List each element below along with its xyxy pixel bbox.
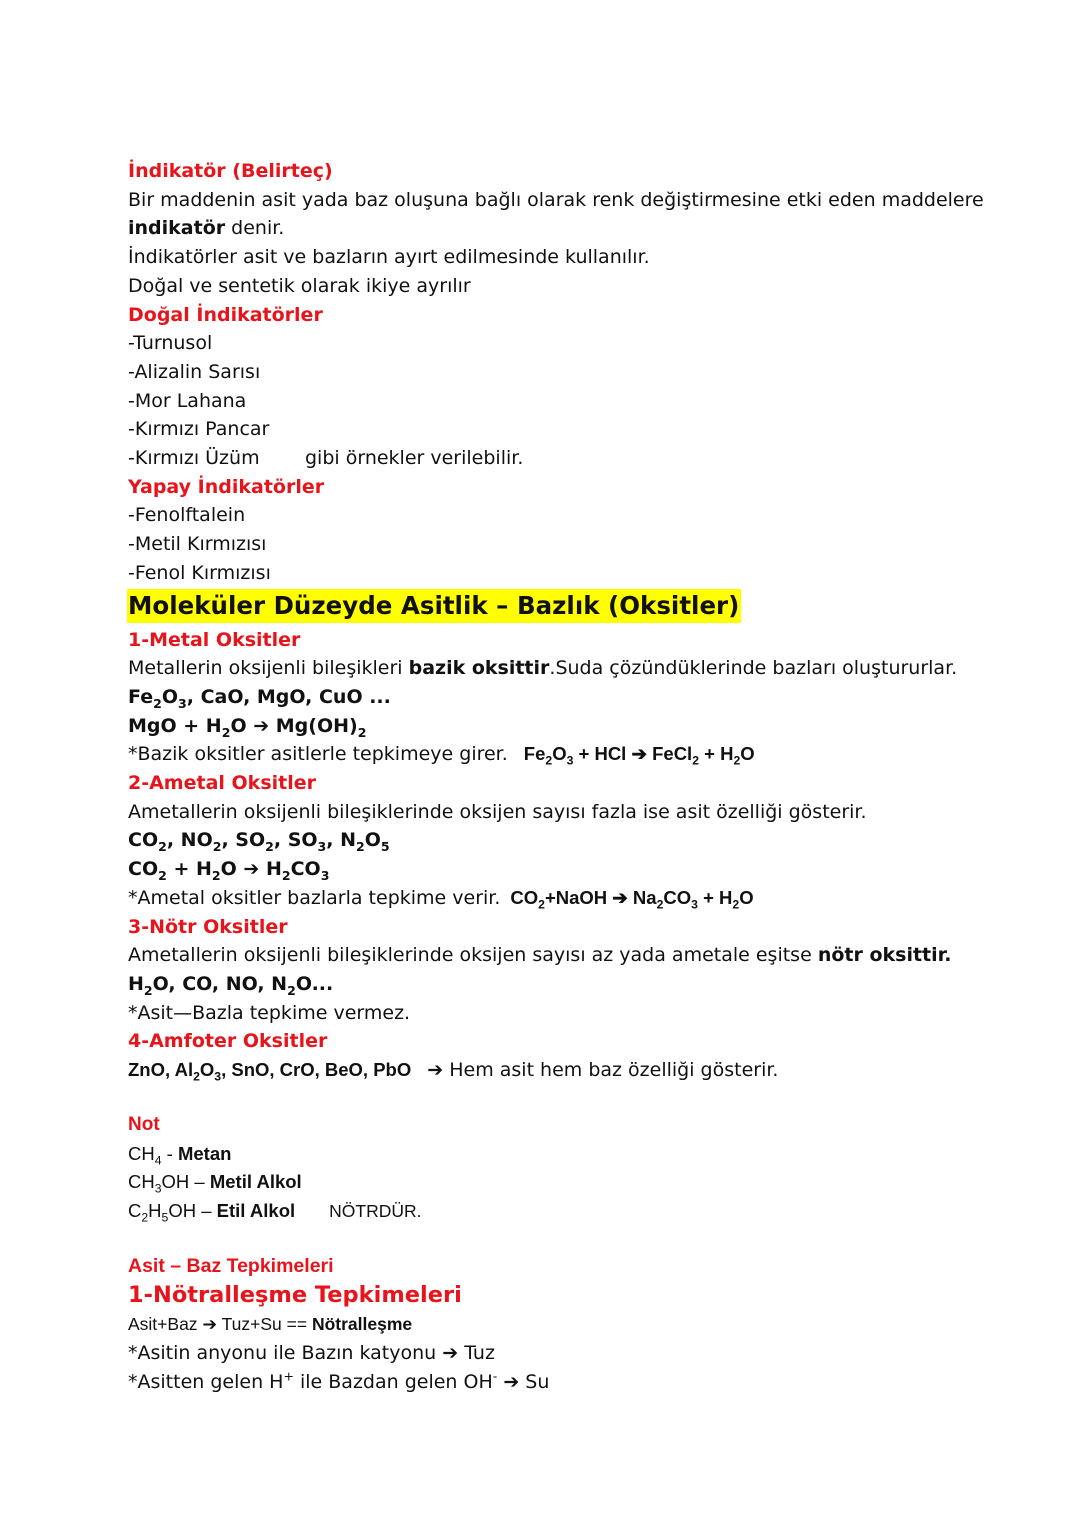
- list-item-with-note: -Kırmızı Üzüm gibi örnekler verilebilir.: [128, 447, 524, 470]
- neutral-oxides-examples: $H_2O$, CO, NO, $N_2O$...: [128, 972, 334, 998]
- nonmetal-oxides-examples: $CO_2$, $NO_2$, $SO_2$, $SO_3$, $N_2O_5$: [128, 829, 390, 855]
- note-item-ethanol: $C_2H_5OH$ – Etil Alkol NÖTRDÜR.: [128, 1199, 422, 1225]
- amphoteric-oxides-title: 4-Amfoter Oksitler: [128, 1030, 328, 1053]
- nonmetal-oxide-equation: $CO_2 + H_2O$ ➔ $H_2CO_3$: [128, 858, 330, 883]
- document-content: [128, 157, 1028, 1396]
- neutralization-title: 1-Nötralleşme Tepkimeleri: [128, 1282, 462, 1309]
- list-item: -Kırmızı Pancar: [128, 418, 270, 441]
- ion-line: *Asitten gelen H+ ile Bazdan gelen OH- ➔ Su: [128, 1368, 550, 1393]
- natural-indicators-title: Doğal İndikatörler: [128, 303, 323, 326]
- metal-oxides-examples: $Fe_2O_3$, CaO, MgO, CuO ...: [128, 685, 391, 711]
- list-item: -Fenolftalein: [128, 504, 246, 527]
- nonmetal-oxides-title: 2-Ametal Oksitler: [128, 772, 316, 795]
- note-title: Not: [128, 1113, 160, 1135]
- acid-base-reactions-title: Asit – Baz Tepkimeleri: [128, 1254, 334, 1277]
- synthetic-indicators-title: Yapay İndikatörler: [128, 475, 325, 498]
- metal-oxides-title: 1-Metal Oksitler: [128, 628, 301, 651]
- indicator-title: İndikatör (Belirteç): [128, 160, 333, 182]
- list-item: -Turnusol: [128, 332, 213, 355]
- indicator-types: Doğal ve sentetik olarak ikiye ayrılır: [128, 274, 471, 297]
- nonmetal-oxides-description: Ametallerin oksijenli bileşiklerinde oksijen sayısı fazla ise asit özelliği gösterir.: [128, 800, 867, 823]
- indicator-use: İndikatörler asit ve bazların ayırt edilmesinde kullanılır.: [128, 246, 650, 269]
- indicator-definition-line2: indikatör denir.: [128, 217, 285, 240]
- list-item: -Fenol Kırmızısı: [128, 561, 271, 584]
- nonmetal-oxide-base-reaction: *Ametal oksitler bazlarla tepkime verir. $CO_2+NaOH$ ➔ $Na_2CO_3 + H_2O$: [128, 886, 754, 912]
- oxides-heading-row: [128, 588, 1028, 626]
- indicator-term: indikatör: [128, 217, 226, 240]
- note-item-methanol: $CH_3OH$ – Metil Alkol: [128, 1171, 302, 1196]
- neutral-oxides-description: Ametallerin oksijenli bileşiklerinde oksijen sayısı az yada ametale eşitse nötr oksittir.: [128, 944, 952, 967]
- metal-oxides-description: Metallerin oksijenli bileşikleri bazik oksittir.Suda çözündüklerinde bazları oluştururlar.: [128, 657, 958, 680]
- indicator-definition-line1: Bir maddenin asit yada baz oluşuna bağlı olarak renk değiştirmesine etki eden maddelere: [128, 188, 984, 211]
- neutral-oxides-title: 3-Nötr Oksitler: [128, 915, 288, 938]
- metal-oxide-acid-reaction: *Bazik oksitler asitlerle tepkimeye girer. $Fe_2O_3$ + HCl ➔ FeCl$_2$ + $H_2O$: [128, 743, 755, 769]
- neutral-oxides-note: *Asit—Bazla tepkime vermez.: [128, 1001, 411, 1024]
- anion-cation-line: *Asitin anyonu ile Bazın katyonu ➔ Tuz: [128, 1342, 495, 1365]
- neutralization-equation: Asit+Baz ➔ Tuz+Su == Nötralleşme: [128, 1314, 413, 1335]
- list-item: -Mor Lahana: [128, 389, 247, 412]
- list-item: -Metil Kırmızısı: [128, 533, 267, 556]
- note-item-methane: $CH_4$ - Metan: [128, 1142, 232, 1168]
- metal-oxide-equation: MgO + $H_2O$ ➔ $Mg(OH)_2$: [128, 714, 367, 740]
- neutral-label: NÖTRDÜR.: [329, 1200, 422, 1221]
- oxides-heading: Moleküler Düzeyde Asitlik – Bazlık (Oksitler): [127, 589, 741, 623]
- list-item: -Alizalin Sarısı: [128, 360, 261, 383]
- natural-indicators-note: gibi örnekler verilebilir.: [305, 447, 524, 470]
- amphoteric-oxides-line: ZnO, $Al_2O_3$, SnO, CrO, BeO, PbO ➔ Hem asit hem baz özelliği gösterir.: [128, 1059, 779, 1084]
